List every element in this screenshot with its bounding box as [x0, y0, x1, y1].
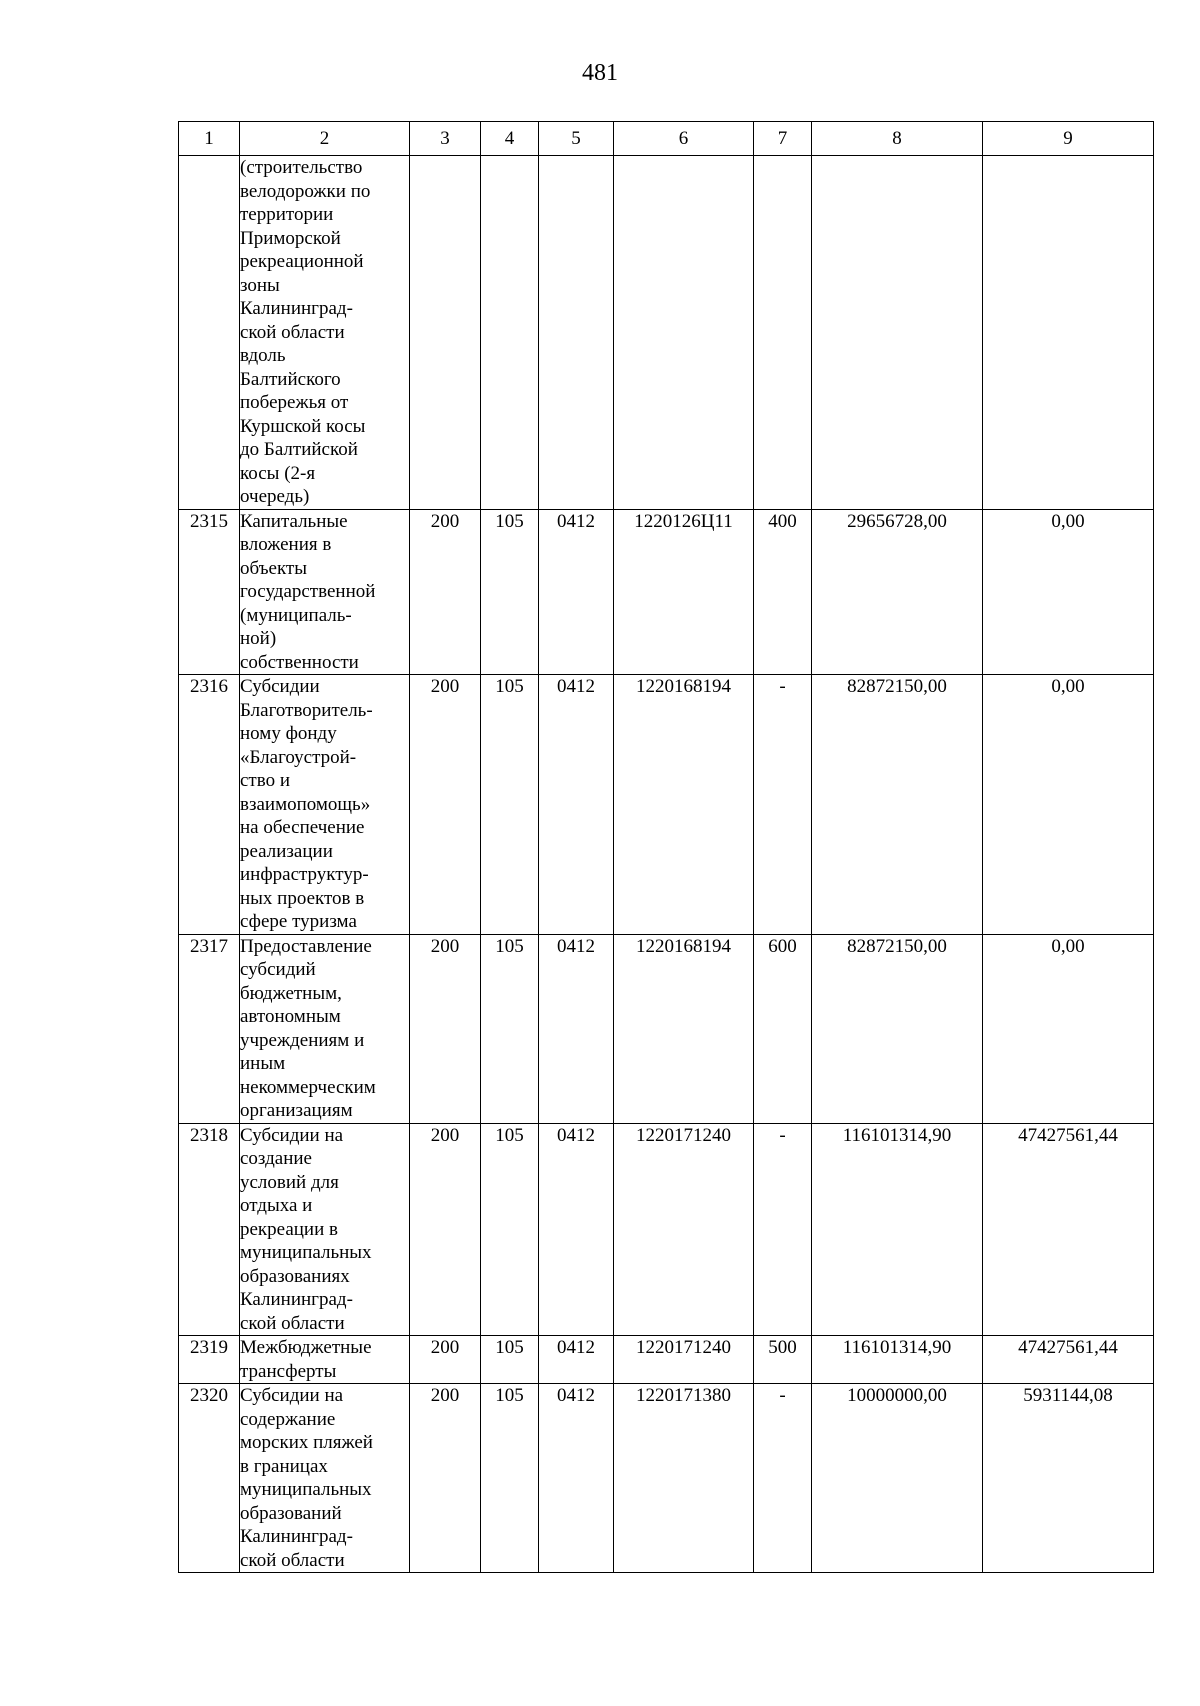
- column-header: 9: [983, 122, 1154, 156]
- column-header: 8: [812, 122, 983, 156]
- column-header: 1: [179, 122, 240, 156]
- col5-cell: 0412: [539, 675, 614, 935]
- col6-cell: 1220171380: [614, 1384, 754, 1573]
- col3-cell: 200: [410, 675, 481, 935]
- row-name-cell: Субсидии Благотворитель- ному фонду «Благоустрой- ство и взаимопомощь» на обеспечение реализации инфраструктур- ных проектов в сфере туризма: [240, 675, 410, 935]
- col6-cell: 1220171240: [614, 1123, 754, 1336]
- column-header: 7: [754, 122, 812, 156]
- column-header: 4: [481, 122, 539, 156]
- row-number-cell: 2316: [179, 675, 240, 935]
- col4-cell: 105: [481, 675, 539, 935]
- col7-cell: -: [754, 675, 812, 935]
- column-header: 3: [410, 122, 481, 156]
- col8-amount-cell: [812, 156, 983, 510]
- row-name-cell: Субсидии на содержание морских пляжей в границах муниципальных образований Калининград- ской области: [240, 1384, 410, 1573]
- col5-cell: 0412: [539, 1336, 614, 1384]
- col8-amount-cell: 116101314,90: [812, 1336, 983, 1384]
- col7-cell: [754, 156, 812, 510]
- table-row: [179, 1336, 1154, 1384]
- column-header: 6: [614, 122, 754, 156]
- table-row: [179, 1123, 1154, 1336]
- col3-cell: 200: [410, 509, 481, 675]
- table-row: [179, 509, 1154, 675]
- row-number-cell: [179, 156, 240, 510]
- col7-cell: -: [754, 1384, 812, 1573]
- col5-cell: 0412: [539, 934, 614, 1123]
- page-number: 481: [582, 60, 618, 86]
- column-header: 5: [539, 122, 614, 156]
- col4-cell: 105: [481, 934, 539, 1123]
- col6-cell: 1220168194: [614, 675, 754, 935]
- col5-cell: 0412: [539, 509, 614, 675]
- col8-amount-cell: 10000000,00: [812, 1384, 983, 1573]
- row-number-cell: 2317: [179, 934, 240, 1123]
- col4-cell: 105: [481, 509, 539, 675]
- col4-cell: 105: [481, 1384, 539, 1573]
- col5-cell: 0412: [539, 1384, 614, 1573]
- col7-cell: 500: [754, 1336, 812, 1384]
- row-name-cell: Субсидии на создание условий для отдыха и рекреации в муниципальных образованиях Калининград- ской области: [240, 1123, 410, 1336]
- header-row: [179, 122, 1154, 156]
- col9-amount-cell: 47427561,44: [983, 1123, 1154, 1336]
- column-header: 2: [240, 122, 410, 156]
- col7-cell: -: [754, 1123, 812, 1336]
- col3-cell: [410, 156, 481, 510]
- col4-cell: [481, 156, 539, 510]
- row-name-cell: Капитальные вложения в объекты государственной (муниципаль- ной) собственности: [240, 509, 410, 675]
- col3-cell: 200: [410, 934, 481, 1123]
- table-row: [179, 1384, 1154, 1573]
- row-number-cell: 2320: [179, 1384, 240, 1573]
- col3-cell: 200: [410, 1384, 481, 1573]
- col3-cell: 200: [410, 1123, 481, 1336]
- col8-amount-cell: 29656728,00: [812, 509, 983, 675]
- col6-cell: [614, 156, 754, 510]
- col9-amount-cell: 0,00: [983, 675, 1154, 935]
- col8-amount-cell: 82872150,00: [812, 934, 983, 1123]
- col5-cell: 0412: [539, 1123, 614, 1336]
- table-row: [179, 156, 1154, 510]
- row-number-cell: 2319: [179, 1336, 240, 1384]
- col7-cell: 600: [754, 934, 812, 1123]
- row-name-cell: Предоставление субсидий бюджетным, автономным учреждениям и иным некоммерческим организациям: [240, 934, 410, 1123]
- col9-amount-cell: [983, 156, 1154, 510]
- table-row: [179, 675, 1154, 935]
- col6-cell: 1220126Ц11: [614, 509, 754, 675]
- budget-table: [178, 121, 1154, 1573]
- col7-cell: 400: [754, 509, 812, 675]
- col9-amount-cell: 5931144,08: [983, 1384, 1154, 1573]
- col4-cell: 105: [481, 1123, 539, 1336]
- col5-cell: [539, 156, 614, 510]
- row-name-cell: Межбюджетные трансферты: [240, 1336, 410, 1384]
- row-number-cell: 2315: [179, 509, 240, 675]
- col8-amount-cell: 82872150,00: [812, 675, 983, 935]
- col9-amount-cell: 0,00: [983, 509, 1154, 675]
- col9-amount-cell: 47427561,44: [983, 1336, 1154, 1384]
- col4-cell: 105: [481, 1336, 539, 1384]
- col3-cell: 200: [410, 1336, 481, 1384]
- col6-cell: 1220171240: [614, 1336, 754, 1384]
- col9-amount-cell: 0,00: [983, 934, 1154, 1123]
- col8-amount-cell: 116101314,90: [812, 1123, 983, 1336]
- col6-cell: 1220168194: [614, 934, 754, 1123]
- row-name-cell: (строительство велодорожки по территории Приморской рекреационной зоны Калининград- ской области вдоль Балтийского побережья от Куршской косы до Балтийской косы (2-я очередь): [240, 156, 410, 510]
- table-row: [179, 934, 1154, 1123]
- row-number-cell: 2318: [179, 1123, 240, 1336]
